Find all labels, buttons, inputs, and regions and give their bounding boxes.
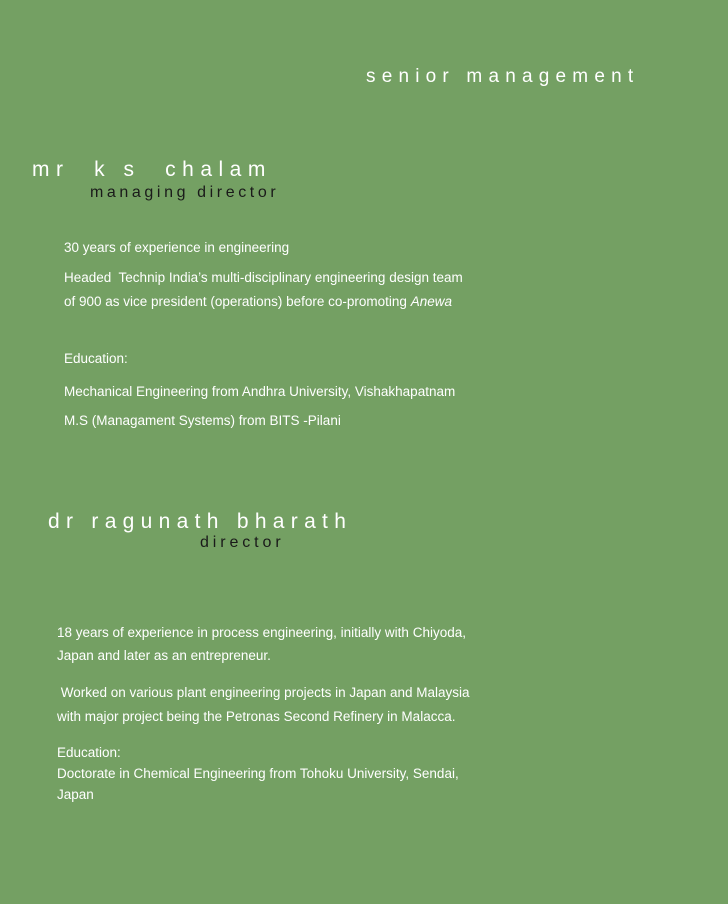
headed-text-line1: Headed Technip India’s multi-disciplinary engineering design team: [64, 270, 463, 285]
person-name: mr k s chalam: [32, 158, 272, 181]
company-name: Anewa: [410, 294, 452, 309]
person-title: director: [200, 534, 285, 551]
experience-line-2: Japan and later as an entrepreneur.: [57, 648, 271, 663]
education-item-1: Doctorate in Chemical Engineering from Tohoku University, Sendai,: [57, 766, 459, 781]
headed-text-line2: [64, 294, 452, 309]
education-item-2: M.S (Managament Systems) from BITS -Pilani: [64, 413, 341, 428]
worked-line-1: Worked on various plant engineering projects in Japan and Malaysia: [57, 685, 470, 700]
headed-text: of 900 as vice president (operations) before co-promoting: [64, 294, 411, 309]
education-label: Education:: [57, 745, 121, 760]
person-name: dr ragunath bharath: [48, 510, 353, 533]
worked-line-2: with major project being the Petronas Second Refinery in Malacca.: [57, 709, 456, 724]
education-label: Education:: [64, 351, 128, 366]
experience-text: 30 years of experience in engineering: [64, 240, 290, 255]
section-heading: senior management: [366, 66, 640, 87]
education-item-2: Japan: [57, 787, 94, 802]
experience-line-1: 18 years of experience in process engineering, initially with Chiyoda,: [57, 625, 466, 640]
education-item-1: Mechanical Engineering from Andhra University, Vishakhapatnam: [64, 384, 456, 399]
person-title: managing director: [90, 184, 280, 201]
